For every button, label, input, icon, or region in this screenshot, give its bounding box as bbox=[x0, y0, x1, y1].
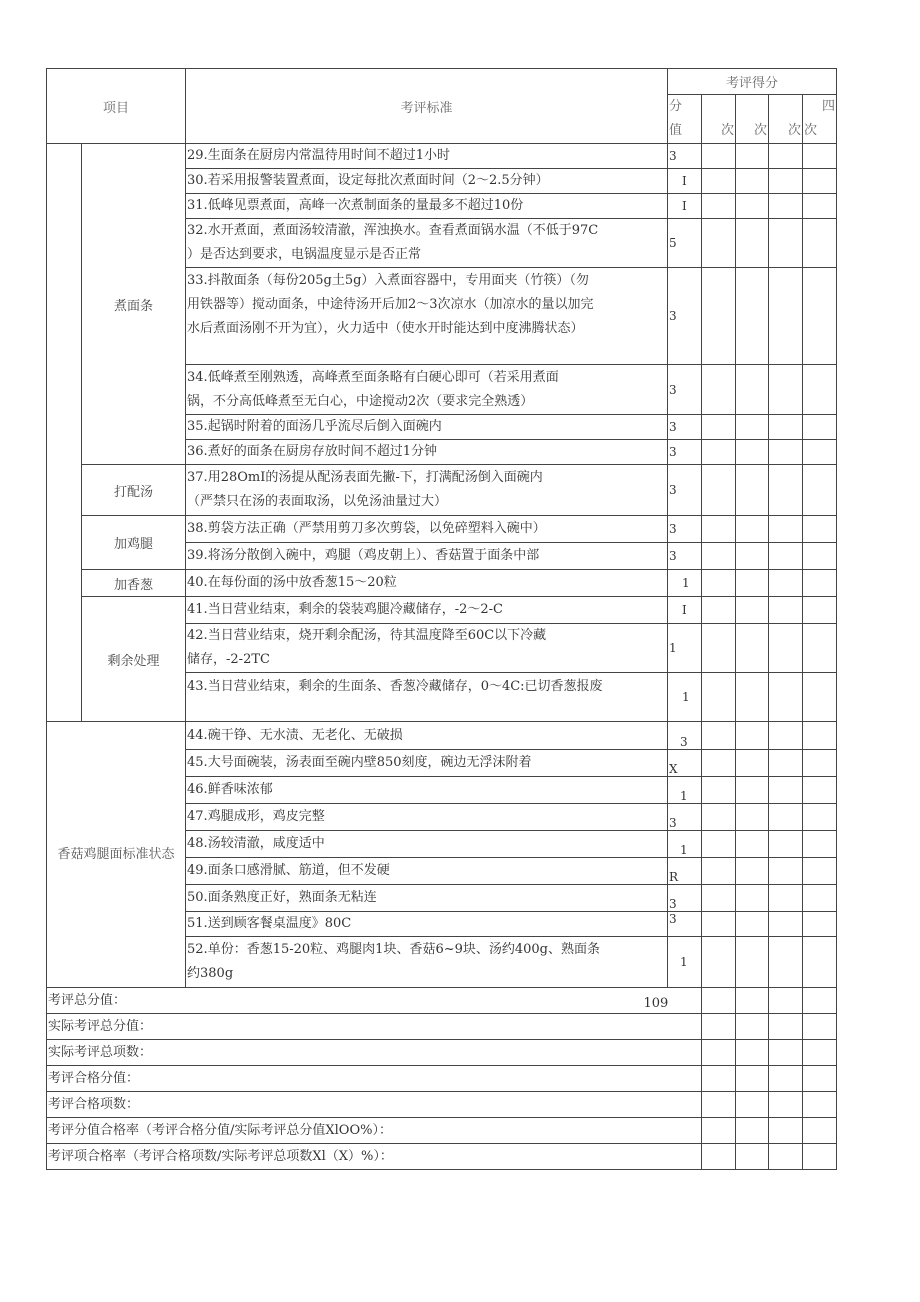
row-38-a1[interactable] bbox=[702, 516, 736, 543]
row-33-line1: 33.抖散面条（每份205g土5g）入煮面容器中，专用面夹（竹筷）（勿 bbox=[187, 273, 589, 288]
row-42-line2: 储存，-2-2TC bbox=[187, 652, 270, 667]
row-52-a4[interactable] bbox=[803, 937, 837, 988]
header-attempt-4-bottom: 次 bbox=[804, 123, 818, 138]
evaluation-table bbox=[46, 68, 837, 1170]
row-44-text: 44.碗干铮、无水渍、无老化、无破损 bbox=[186, 722, 668, 750]
row-35-a3[interactable] bbox=[769, 415, 803, 440]
row-33-a3[interactable] bbox=[769, 268, 803, 365]
actual-count-a3[interactable] bbox=[769, 1040, 803, 1066]
actual-total-a3[interactable] bbox=[769, 1014, 803, 1040]
row-44-a4[interactable] bbox=[803, 722, 837, 750]
row-33-line2: 用铁器等）搅动面条，中途待汤开后加2～3次凉水（加凉水的量以加完 bbox=[187, 297, 594, 312]
row-38-text: 38.剪袋方法正确（严禁用剪刀多次剪袋，以免碎塑料入碗中） bbox=[186, 516, 668, 543]
pass-count-a3[interactable] bbox=[769, 1092, 803, 1118]
pass-score-a3[interactable] bbox=[769, 1066, 803, 1092]
row-29-score: 3 bbox=[668, 144, 702, 169]
row-46-a1[interactable] bbox=[702, 777, 736, 804]
row-51-text: 51.送到顾客餐桌温度》80C bbox=[186, 912, 668, 937]
header-attempt-4-top: 四 bbox=[822, 99, 836, 114]
header-item: 项目 bbox=[47, 69, 186, 144]
row-43-score: 1 bbox=[668, 673, 702, 722]
item-rate-label: 考评项合格率（考评合格项数/实际考评总项数Xl（X）%）： bbox=[47, 1144, 702, 1170]
row-30-text: 30.若采用报警装置煮面，设定每批次煮面时间（2～2.5分钟） bbox=[186, 169, 668, 194]
row-29-a4[interactable] bbox=[803, 144, 837, 169]
row-43-a2[interactable] bbox=[736, 673, 769, 722]
row-46-a2[interactable] bbox=[736, 777, 769, 804]
row-38-a3[interactable] bbox=[769, 516, 803, 543]
row-31-a2[interactable] bbox=[736, 194, 769, 219]
header-attempt-3: 次 bbox=[769, 95, 803, 144]
header-attempt-1: 次 bbox=[702, 95, 736, 144]
row-47-text: 47.鸡腿成形，鸡皮完整 bbox=[186, 804, 668, 831]
header-score-bottom: 值 bbox=[669, 123, 683, 138]
row-50-text: 50.面条熟度正好，熟面条无粘连 bbox=[186, 885, 668, 912]
row-42-a3[interactable] bbox=[769, 624, 803, 673]
row-41-score: I bbox=[668, 597, 702, 624]
row-49-a2[interactable] bbox=[736, 858, 769, 885]
row-47-a3[interactable] bbox=[769, 804, 803, 831]
row-45-text: 45.大号面碗装，汤表面至碗内壁850刻度，碗边无浮沫附着 bbox=[186, 750, 668, 777]
row-29-text: 29.生面条在厨房内常温待用时间不超过1小时 bbox=[186, 144, 668, 169]
actual-total-a1[interactable] bbox=[702, 1014, 736, 1040]
row-36-a2[interactable] bbox=[736, 440, 769, 465]
group-standard-state: 香菇鸡腿面标准状态 bbox=[47, 722, 186, 988]
header-attempt-4 bbox=[803, 95, 837, 144]
row-51-a3[interactable] bbox=[769, 912, 803, 937]
score-rate-a4[interactable] bbox=[803, 1118, 837, 1144]
row-48-score: 1 bbox=[668, 831, 702, 858]
total-value-cell bbox=[643, 988, 702, 1014]
row-50-a4[interactable] bbox=[803, 885, 837, 912]
pass-count-label: 考评合格项数： bbox=[47, 1092, 702, 1118]
row-44-a3[interactable] bbox=[769, 722, 803, 750]
row-50-score: 3 bbox=[668, 885, 702, 912]
score-rate-a1[interactable] bbox=[702, 1118, 736, 1144]
pass-score-a1[interactable] bbox=[702, 1066, 736, 1092]
row-51-a1[interactable] bbox=[702, 912, 736, 937]
row-38-a4[interactable] bbox=[803, 516, 837, 543]
group-leftover: 剩余处理 bbox=[82, 597, 186, 722]
row-35-a4[interactable] bbox=[803, 415, 837, 440]
row-39-a3[interactable] bbox=[769, 543, 803, 570]
item-rate-a4[interactable] bbox=[803, 1144, 837, 1170]
row-32-line1: 32.水开煮面，煮面汤较清澈，浑浊换水。查看煮面锅水温（不低于97C bbox=[187, 223, 599, 238]
row-36-text: 36.煮好的面条在厨房存放时间不超过1分钟 bbox=[186, 440, 668, 465]
row-36-score: 3 bbox=[668, 440, 702, 465]
row-34-text bbox=[186, 365, 668, 415]
row-52-a2[interactable] bbox=[736, 937, 769, 988]
row-45-a4[interactable] bbox=[803, 750, 837, 777]
row-31-a4[interactable] bbox=[803, 194, 837, 219]
pass-score-a4[interactable] bbox=[803, 1066, 837, 1092]
pass-count-a2[interactable] bbox=[736, 1092, 769, 1118]
item-rate-a1[interactable] bbox=[702, 1144, 736, 1170]
pass-score-a2[interactable] bbox=[736, 1066, 769, 1092]
row-50-a2[interactable] bbox=[736, 885, 769, 912]
row-51-a4[interactable] bbox=[803, 912, 837, 937]
row-46-score: 1 bbox=[668, 777, 702, 804]
row-48-a2[interactable] bbox=[736, 831, 769, 858]
row-46-a4[interactable] bbox=[803, 777, 837, 804]
row-47-a1[interactable] bbox=[702, 804, 736, 831]
row-49-a1[interactable] bbox=[702, 858, 736, 885]
row-40-a3[interactable] bbox=[769, 570, 803, 597]
actual-count-label: 实际考评总项数： bbox=[47, 1040, 702, 1066]
row-33-line3: 水后煮面汤刚不开为宜），火力适中（使水开时能达到中度沸腾状态） bbox=[187, 321, 584, 336]
header-score-col bbox=[668, 95, 702, 144]
row-33-a4[interactable] bbox=[803, 268, 837, 365]
row-44-a1[interactable] bbox=[702, 722, 736, 750]
row-50-a1[interactable] bbox=[702, 885, 736, 912]
group-serve-soup: 打配汤 bbox=[82, 465, 186, 516]
row-32-a2[interactable] bbox=[736, 219, 769, 268]
row-45-a3[interactable] bbox=[769, 750, 803, 777]
row-34-a2[interactable] bbox=[736, 365, 769, 415]
row-35-score: 3 bbox=[668, 415, 702, 440]
actual-count-a4[interactable] bbox=[803, 1040, 837, 1066]
row-32-a4[interactable] bbox=[803, 219, 837, 268]
total-label: 考评总分值： bbox=[47, 988, 668, 1014]
row-49-a4[interactable] bbox=[803, 858, 837, 885]
row-32-a1[interactable] bbox=[702, 219, 736, 268]
row-44-a2[interactable] bbox=[736, 722, 769, 750]
row-33-a1[interactable] bbox=[702, 268, 736, 365]
score-rate-label: 考评分值合格率（考评合格分值/实际考评总分值XlOO%）： bbox=[47, 1118, 702, 1144]
row-35-a1[interactable] bbox=[702, 415, 736, 440]
row-34-line1: 34.低峰煮至刚熟透，高峰煮至面条略有白硬心即可（若采用煮面 bbox=[187, 369, 559, 385]
row-39-a1[interactable] bbox=[702, 543, 736, 570]
row-40-a1[interactable] bbox=[702, 570, 736, 597]
row-42-score: 1 bbox=[668, 624, 702, 673]
row-50-a3[interactable] bbox=[769, 885, 803, 912]
row-34-a4[interactable] bbox=[803, 365, 837, 415]
row-37-a1[interactable] bbox=[702, 465, 736, 516]
row-52-line1: 52.单份：香葱15-20粒、鸡腿肉1块、香菇6~9块、汤约400g、熟面条 bbox=[187, 942, 601, 957]
row-51-a2[interactable] bbox=[736, 912, 769, 937]
group-add-scallion: 加香葱 bbox=[82, 570, 186, 597]
row-29-a1[interactable] bbox=[702, 144, 736, 169]
header-score-top: 分 bbox=[669, 99, 683, 114]
actual-count-a2[interactable] bbox=[736, 1040, 769, 1066]
row-41-a4[interactable] bbox=[803, 597, 837, 624]
row-29-a3[interactable] bbox=[769, 144, 803, 169]
row-34-line2: 锅，不分高低峰煮至无白心，中途搅动2次（要求完全熟透） bbox=[187, 393, 534, 409]
actual-count-a1[interactable] bbox=[702, 1040, 736, 1066]
row-47-a4[interactable] bbox=[803, 804, 837, 831]
row-48-a4[interactable] bbox=[803, 831, 837, 858]
row-37-line1: 37.用28OmI的汤提从配汤表面先撇-下，打满配汤倒入面碗内 bbox=[187, 470, 543, 485]
row-42-a2[interactable] bbox=[736, 624, 769, 673]
header-standard: 考评标准 bbox=[186, 69, 668, 144]
row-45-a1[interactable] bbox=[702, 750, 736, 777]
row-46-a3[interactable] bbox=[769, 777, 803, 804]
row-43-a4[interactable] bbox=[803, 673, 837, 722]
total-a1[interactable] bbox=[702, 988, 736, 1014]
row-44-score: 3 bbox=[668, 722, 702, 750]
pass-count-a1[interactable] bbox=[702, 1092, 736, 1118]
row-52-score: 1 bbox=[668, 937, 702, 988]
row-41-a2[interactable] bbox=[736, 597, 769, 624]
row-42-a1[interactable] bbox=[702, 624, 736, 673]
total-a2[interactable] bbox=[736, 988, 769, 1014]
item-rate-a3[interactable] bbox=[769, 1144, 803, 1170]
row-46-text: 46.鲜香味浓郁 bbox=[186, 777, 668, 804]
row-38-score: 3 bbox=[668, 516, 702, 543]
item-rate-a2[interactable] bbox=[736, 1144, 769, 1170]
row-52-line2: 约380g bbox=[187, 966, 234, 981]
score-rate-a2[interactable] bbox=[736, 1118, 769, 1144]
row-48-a1[interactable] bbox=[702, 831, 736, 858]
row-41-a3[interactable] bbox=[769, 597, 803, 624]
row-36-a4[interactable] bbox=[803, 440, 837, 465]
row-37-a3[interactable] bbox=[769, 465, 803, 516]
row-34-a3[interactable] bbox=[769, 365, 803, 415]
row-32-a3[interactable] bbox=[769, 219, 803, 268]
row-33-text bbox=[186, 268, 668, 365]
row-31-a3[interactable] bbox=[769, 194, 803, 219]
row-49-text: 49.面条口感滑腻、筋道，但不发硬 bbox=[186, 858, 668, 885]
actual-total-a4[interactable] bbox=[803, 1014, 837, 1040]
row-40-a2[interactable] bbox=[736, 570, 769, 597]
row-47-a2[interactable] bbox=[736, 804, 769, 831]
actual-total-label: 实际考评总分值： bbox=[47, 1014, 702, 1040]
row-32-text bbox=[186, 219, 668, 268]
row-45-score: X bbox=[668, 750, 702, 777]
group-cook-noodles: 煮面条 bbox=[82, 144, 186, 465]
row-31-score: I bbox=[668, 194, 702, 219]
row-47-score: 3 bbox=[668, 804, 702, 831]
header-score-group: 考评得分 bbox=[668, 69, 837, 95]
row-30-a1[interactable] bbox=[702, 169, 736, 194]
row-35-a2[interactable] bbox=[736, 415, 769, 440]
row-42-line1: 42.当日营业结束，烧开剩余配汤，待其温度降至60C以下冷藏 bbox=[187, 628, 547, 643]
row-30-a4[interactable] bbox=[803, 169, 837, 194]
row-37-score: 3 bbox=[668, 465, 702, 516]
row-29-a2[interactable] bbox=[736, 144, 769, 169]
row-37-line2: （严禁只在汤的表面取汤，以免汤油量过大） bbox=[187, 494, 448, 509]
total-a4[interactable] bbox=[803, 988, 837, 1014]
row-43-a1[interactable] bbox=[702, 673, 736, 722]
row-39-text: 39.将汤分散倒入碗中，鸡腿（鸡皮朝上）、香菇置于面条中部 bbox=[186, 543, 668, 570]
row-45-a2[interactable] bbox=[736, 750, 769, 777]
row-41-a1[interactable] bbox=[702, 597, 736, 624]
row-30-a2[interactable] bbox=[736, 169, 769, 194]
row-38-a2[interactable] bbox=[736, 516, 769, 543]
total-a3[interactable] bbox=[769, 988, 803, 1014]
pass-score-label: 考评合格分值： bbox=[47, 1066, 702, 1092]
row-37-a4[interactable] bbox=[803, 465, 837, 516]
row-33-score: 3 bbox=[668, 268, 702, 365]
row-31-text: 31.低峰见票煮面，高峰一次煮制面条的量最多不超过10份 bbox=[186, 194, 668, 219]
row-49-score: R bbox=[668, 858, 702, 885]
row-43-text: 43.当日营业结束，剩余的生面条、香葱冷藏储存，0～4C:已切香葱报废 bbox=[186, 673, 668, 722]
row-32-score: 5 bbox=[668, 219, 702, 268]
row-51-score: 3 bbox=[668, 912, 702, 937]
row-36-a3[interactable] bbox=[769, 440, 803, 465]
row-52-a1[interactable] bbox=[702, 937, 736, 988]
row-39-a2[interactable] bbox=[736, 543, 769, 570]
row-40-score: 1 bbox=[668, 570, 702, 597]
row-36-a1[interactable] bbox=[702, 440, 736, 465]
row-48-text: 48.汤较清澈，咸度适中 bbox=[186, 831, 668, 858]
row-42-text bbox=[186, 624, 668, 673]
row-40-a4[interactable] bbox=[803, 570, 837, 597]
row-37-text bbox=[186, 465, 668, 516]
row-33-a2[interactable] bbox=[736, 268, 769, 365]
group-left-gap bbox=[47, 144, 82, 722]
row-30-a3[interactable] bbox=[769, 169, 803, 194]
row-34-score: 3 bbox=[668, 365, 702, 415]
row-39-a4[interactable] bbox=[803, 543, 837, 570]
row-30-score: I bbox=[668, 169, 702, 194]
row-49-a3[interactable] bbox=[769, 858, 803, 885]
score-rate-a3[interactable] bbox=[769, 1118, 803, 1144]
total-value: 109 bbox=[643, 996, 669, 1011]
row-39-score: 3 bbox=[668, 543, 702, 570]
row-37-a2[interactable] bbox=[736, 465, 769, 516]
row-34-a1[interactable] bbox=[702, 365, 736, 415]
row-42-a4[interactable] bbox=[803, 624, 837, 673]
row-52-text bbox=[186, 937, 668, 988]
row-41-text: 41.当日营业结束，剩余的袋装鸡腿冷藏储存，-2～2-C bbox=[186, 597, 668, 624]
row-48-a3[interactable] bbox=[769, 831, 803, 858]
row-32-line2: ）是否达到要求，电锅温度显示是否正常 bbox=[187, 247, 422, 262]
row-31-a1[interactable] bbox=[702, 194, 736, 219]
row-52-a3[interactable] bbox=[769, 937, 803, 988]
row-40-text: 40.在每份面的汤中放香葱15～20粒 bbox=[186, 570, 668, 597]
header-attempt-2: 次 bbox=[736, 95, 769, 144]
row-43-a3[interactable] bbox=[769, 673, 803, 722]
actual-total-a2[interactable] bbox=[736, 1014, 769, 1040]
pass-count-a4[interactable] bbox=[803, 1092, 837, 1118]
group-add-leg: 加鸡腿 bbox=[82, 516, 186, 570]
row-35-text: 35.起锅时附着的面汤几乎流尽后倒入面碗内 bbox=[186, 415, 668, 440]
